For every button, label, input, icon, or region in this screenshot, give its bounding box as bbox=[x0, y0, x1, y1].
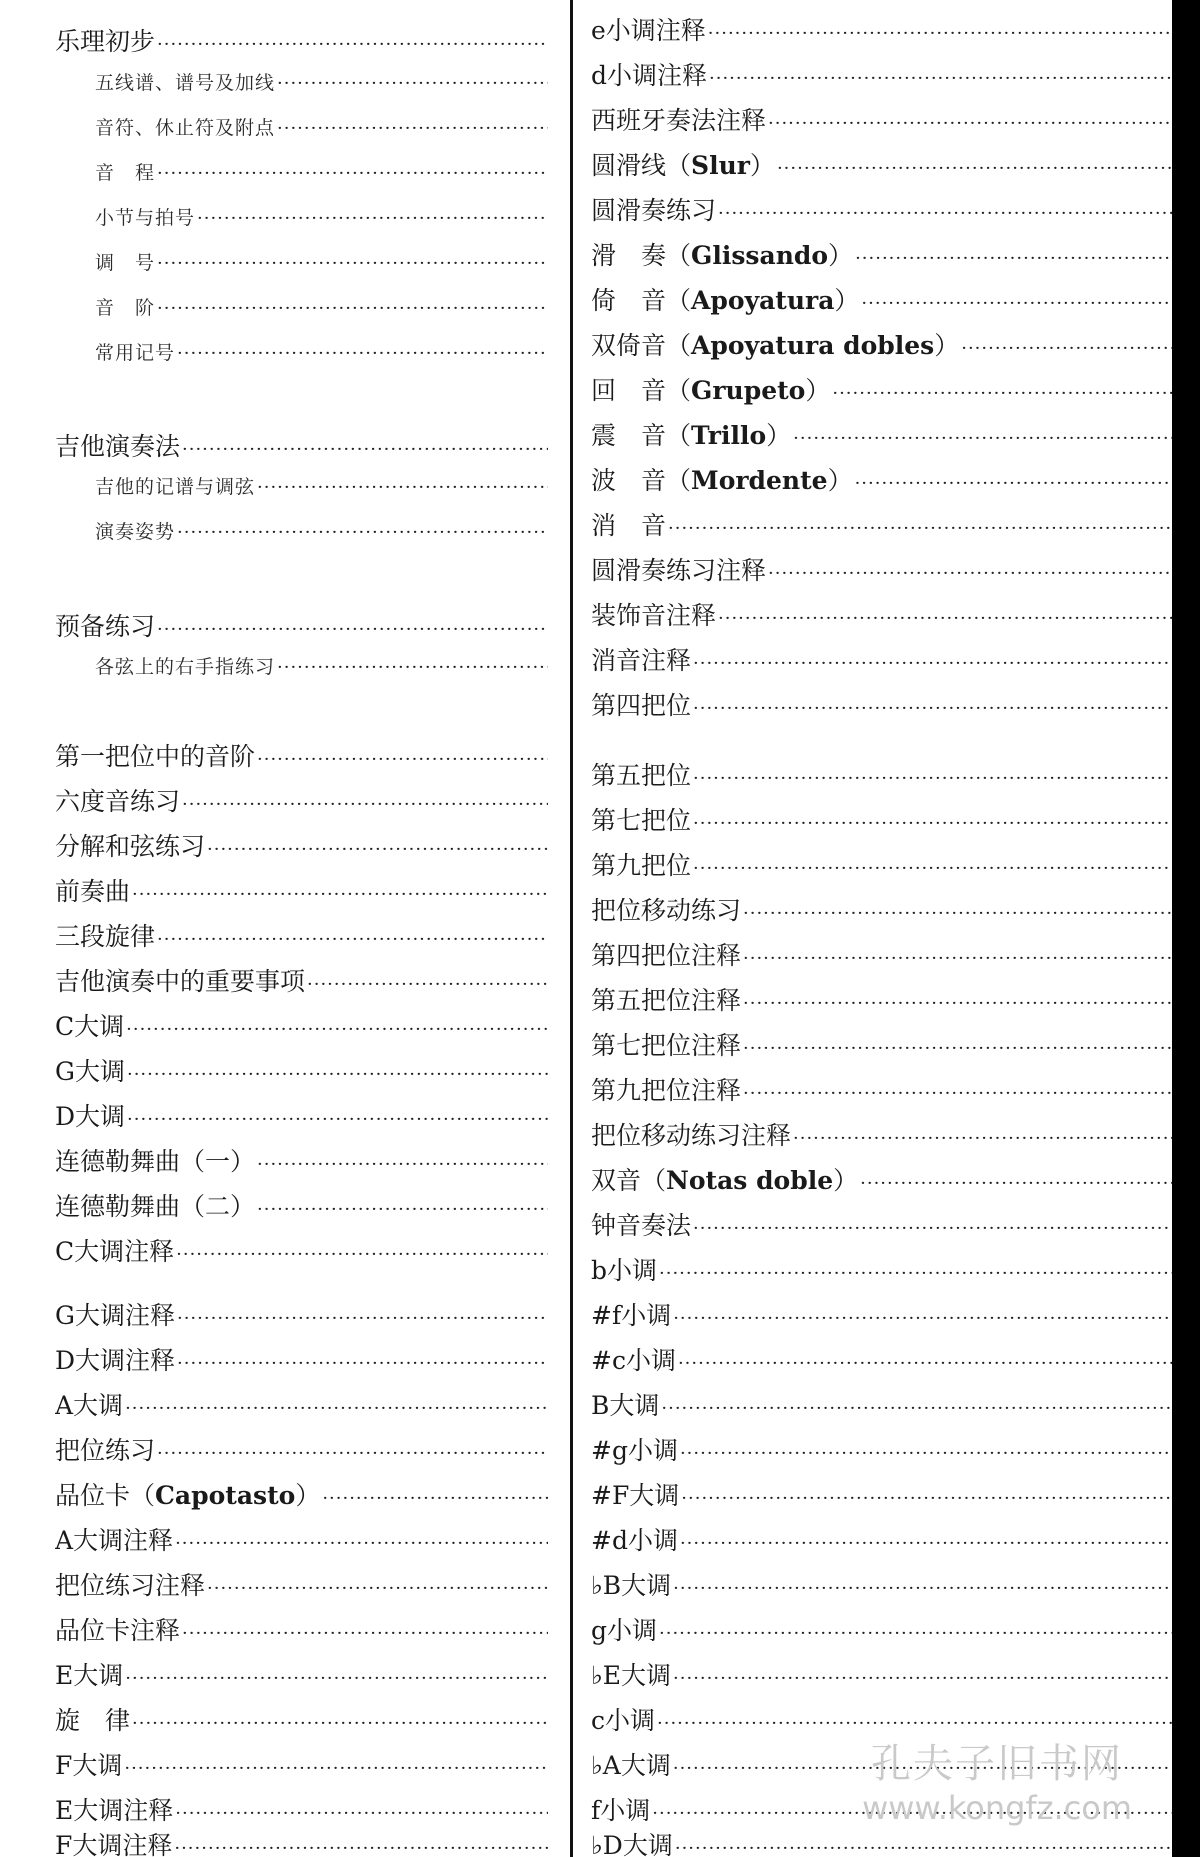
toc-entry-title: A大调 bbox=[55, 1391, 124, 1420]
toc-entry bbox=[95, 293, 548, 320]
toc-entry-term: Trillo bbox=[691, 421, 767, 450]
toc-entry-closing: ） bbox=[749, 151, 775, 180]
dot-leader bbox=[207, 1578, 548, 1599]
toc-entry bbox=[591, 461, 1172, 497]
toc-entry-title: 演奏姿势 bbox=[95, 521, 176, 543]
dot-leader bbox=[175, 1533, 548, 1554]
toc-entry-closing: ） bbox=[295, 1481, 321, 1510]
dot-leader bbox=[157, 619, 548, 640]
dot-leader bbox=[182, 794, 548, 815]
toc-entry bbox=[591, 1026, 1172, 1062]
toc-entry bbox=[55, 607, 548, 643]
dot-leader bbox=[277, 118, 548, 139]
toc-entry bbox=[591, 551, 1172, 587]
toc-entry-closing: ） bbox=[827, 466, 853, 495]
toc-entry bbox=[55, 427, 548, 463]
toc-entry-title: 双音（ bbox=[591, 1166, 667, 1195]
toc-entry bbox=[55, 22, 548, 58]
dot-leader bbox=[157, 298, 548, 319]
dot-leader bbox=[197, 208, 548, 229]
toc-entry-title: 圆滑奏练习 bbox=[591, 196, 717, 225]
toc-entry bbox=[55, 872, 548, 908]
dot-leader bbox=[157, 929, 548, 950]
toc-entry bbox=[55, 1187, 548, 1223]
toc-entry-title: F大调 bbox=[55, 1751, 123, 1780]
toc-entry bbox=[591, 1431, 1172, 1467]
toc-entry bbox=[95, 652, 548, 679]
toc-entry-term: Glissando bbox=[691, 241, 829, 270]
dot-leader bbox=[793, 1128, 1172, 1149]
toc-entry-title: 分解和弦练习 bbox=[55, 832, 206, 861]
toc-entry-closing: ） bbox=[833, 1166, 859, 1195]
dot-leader bbox=[126, 1019, 548, 1040]
toc-entry-title: E大调注释 bbox=[55, 1796, 174, 1825]
dot-leader bbox=[257, 477, 548, 498]
toc-entry bbox=[591, 641, 1172, 677]
toc-entry bbox=[55, 1746, 548, 1782]
toc-entry-title: 音符、休止符及附点 bbox=[95, 117, 276, 139]
toc-entry-title: 圆滑线（ bbox=[591, 151, 692, 180]
toc-entry bbox=[591, 281, 1172, 317]
toc-entry-title: ♭D大调 bbox=[591, 1831, 673, 1857]
toc-entry-title: #F大调 bbox=[591, 1481, 680, 1510]
dot-leader bbox=[257, 1154, 548, 1175]
toc-entry bbox=[55, 1296, 548, 1332]
toc-entry-closing: ） bbox=[828, 241, 854, 270]
toc-entry bbox=[591, 236, 1172, 272]
toc-entry-title: 三段旋律 bbox=[55, 922, 156, 951]
toc-entry-title: 把位移动练习 bbox=[591, 896, 742, 925]
dot-leader bbox=[176, 1244, 548, 1265]
toc-entry bbox=[95, 68, 548, 95]
toc-entry bbox=[591, 1566, 1172, 1602]
toc-entry bbox=[591, 1341, 1172, 1377]
toc-entry bbox=[55, 1826, 548, 1857]
dot-leader bbox=[659, 1623, 1172, 1644]
toc-entry-title: e小调注释 bbox=[591, 16, 706, 45]
toc-entry bbox=[55, 1052, 548, 1088]
dot-leader bbox=[673, 1308, 1172, 1329]
toc-entry bbox=[591, 1071, 1172, 1107]
toc-entry-title: D大调注释 bbox=[55, 1346, 176, 1375]
toc-entry-title: 音 阶 bbox=[95, 297, 156, 319]
toc-entry-title: #d小调 bbox=[591, 1526, 678, 1555]
dot-leader bbox=[174, 1838, 548, 1857]
toc-entry bbox=[591, 506, 1172, 542]
dot-leader bbox=[157, 34, 548, 55]
toc-entry bbox=[591, 801, 1172, 837]
toc-entry-title: 连德勒舞曲（二） bbox=[55, 1192, 256, 1221]
toc-entry-term: Apoyatura dobles bbox=[691, 331, 935, 360]
watermark-url: www.kongfz.com bbox=[862, 1789, 1132, 1827]
toc-entry bbox=[591, 191, 1172, 227]
toc-entry bbox=[55, 1611, 548, 1647]
toc-entry-title: c小调 bbox=[591, 1706, 656, 1735]
toc-entry bbox=[55, 1142, 548, 1178]
dot-leader bbox=[832, 383, 1172, 404]
toc-entry bbox=[55, 1007, 548, 1043]
toc-entry-title: 旋 律 bbox=[55, 1706, 131, 1735]
dot-leader bbox=[157, 163, 548, 184]
toc-entry bbox=[591, 686, 1172, 722]
toc-entry-title: B大调 bbox=[591, 1391, 660, 1420]
toc-entry bbox=[55, 1341, 548, 1377]
dot-leader bbox=[659, 1263, 1172, 1284]
toc-entry-term: Capotasto bbox=[155, 1481, 296, 1510]
toc-entry-title: 波 音（ bbox=[591, 466, 692, 495]
dot-leader bbox=[680, 1443, 1172, 1464]
toc-entry bbox=[591, 56, 1172, 92]
toc-entry-title: ♭E大调 bbox=[591, 1661, 672, 1690]
dot-leader bbox=[709, 68, 1172, 89]
toc-entry-title: 第四把位注释 bbox=[591, 941, 742, 970]
toc-entry-term: Apoyatura bbox=[691, 286, 835, 315]
dot-leader bbox=[693, 698, 1172, 719]
toc-entry-title: #c小调 bbox=[591, 1346, 676, 1375]
dot-leader bbox=[127, 1109, 548, 1130]
dot-leader bbox=[961, 338, 1172, 359]
toc-entry-title: E大调 bbox=[55, 1661, 124, 1690]
toc-entry-title: 小节与拍号 bbox=[95, 207, 196, 229]
toc-entry bbox=[95, 338, 548, 365]
dot-leader bbox=[743, 903, 1172, 924]
toc-entry-title: f小调 bbox=[591, 1796, 651, 1825]
toc-entry bbox=[55, 1476, 548, 1512]
dot-leader bbox=[157, 253, 548, 274]
dot-leader bbox=[693, 858, 1172, 879]
dot-leader bbox=[182, 1623, 548, 1644]
toc-entry-title: ♭B大调 bbox=[591, 1571, 672, 1600]
toc-entry-title: 圆滑奏练习注释 bbox=[591, 556, 767, 585]
toc-entry-title: G大调 bbox=[55, 1057, 125, 1086]
toc-entry bbox=[591, 1161, 1172, 1197]
toc-entry bbox=[591, 1611, 1172, 1647]
toc-entry-title: ♭A大调 bbox=[591, 1751, 671, 1780]
toc-entry-title: 乐理初步 bbox=[55, 27, 156, 56]
toc-entry-title: 把位移动练习注释 bbox=[591, 1121, 792, 1150]
toc-entry-title: 第九把位注释 bbox=[591, 1076, 742, 1105]
toc-entry bbox=[95, 113, 548, 140]
toc-entry-term: Slur bbox=[691, 151, 750, 180]
watermark-text: 孔夫子旧书网 bbox=[871, 1741, 1124, 1787]
toc-entry-title: 吉他演奏中的重要事项 bbox=[55, 967, 306, 996]
toc-entry-title: 品位卡（ bbox=[55, 1481, 156, 1510]
toc-entry-title: 品位卡注释 bbox=[55, 1616, 181, 1645]
toc-entry-closing: ） bbox=[834, 286, 860, 315]
toc-entry-title: 西班牙奏法注释 bbox=[591, 106, 767, 135]
toc-entry bbox=[591, 1251, 1172, 1287]
toc-entry-title: 第五把位注释 bbox=[591, 986, 742, 1015]
dot-leader bbox=[657, 1713, 1172, 1734]
toc-entry bbox=[95, 158, 548, 185]
dot-leader bbox=[793, 428, 1172, 449]
toc-entry-title: 六度音练习 bbox=[55, 787, 181, 816]
toc-entry-title: D大调 bbox=[55, 1102, 126, 1131]
toc-entry-title: 消音注释 bbox=[591, 646, 692, 675]
toc-entry-title: 各弦上的右手指练习 bbox=[95, 656, 276, 678]
toc-entry-title: 音 程 bbox=[95, 162, 156, 184]
toc-entry bbox=[591, 846, 1172, 882]
dot-leader bbox=[277, 657, 548, 678]
toc-entry-closing: ） bbox=[766, 421, 792, 450]
dot-leader bbox=[680, 1533, 1172, 1554]
toc-entry bbox=[591, 1206, 1172, 1242]
toc-entry-title: C大调注释 bbox=[55, 1237, 175, 1266]
toc-entry bbox=[95, 517, 548, 544]
dot-leader bbox=[132, 1713, 548, 1734]
toc-entry bbox=[55, 1566, 548, 1602]
toc-entry bbox=[55, 1431, 548, 1467]
dot-leader bbox=[693, 768, 1172, 789]
dot-leader bbox=[661, 1398, 1172, 1419]
toc-entry-title: 把位练习注释 bbox=[55, 1571, 206, 1600]
toc-entry bbox=[591, 1521, 1172, 1557]
toc-entry bbox=[55, 1521, 548, 1557]
toc-entry bbox=[55, 782, 548, 818]
dot-leader bbox=[743, 1083, 1172, 1104]
toc-entry bbox=[55, 962, 548, 998]
toc-entry-title: 调 号 bbox=[95, 252, 156, 274]
toc-entry bbox=[95, 472, 548, 499]
toc-entry bbox=[591, 1296, 1172, 1332]
dot-leader bbox=[718, 608, 1172, 629]
toc-entry-title: 钟音奏法 bbox=[591, 1211, 692, 1240]
toc-entry-title: #f小调 bbox=[591, 1301, 672, 1330]
dot-leader bbox=[175, 1803, 548, 1824]
dot-leader bbox=[743, 993, 1172, 1014]
toc-entry bbox=[591, 891, 1172, 927]
toc-entry bbox=[591, 416, 1172, 452]
dot-leader bbox=[855, 473, 1172, 494]
toc-entry-title: 震 音（ bbox=[591, 421, 692, 450]
toc-entry-title: d小调注释 bbox=[591, 61, 708, 90]
dot-leader bbox=[207, 839, 548, 860]
toc-entry bbox=[591, 101, 1172, 137]
toc-entry-title: F大调注释 bbox=[55, 1831, 173, 1857]
dot-leader bbox=[127, 1064, 548, 1085]
toc-entry bbox=[591, 1476, 1172, 1512]
toc-entry-title: g小调 bbox=[591, 1616, 658, 1645]
toc-entry-title: 第四把位 bbox=[591, 691, 692, 720]
dot-leader bbox=[693, 1218, 1172, 1239]
dot-leader bbox=[693, 813, 1172, 834]
dot-leader bbox=[768, 563, 1172, 584]
dot-leader bbox=[675, 1838, 1172, 1857]
toc-entry bbox=[55, 1232, 548, 1268]
toc-entry-title: b小调 bbox=[591, 1256, 658, 1285]
dot-leader bbox=[132, 884, 548, 905]
dot-leader bbox=[860, 1173, 1172, 1194]
toc-entry-title: C大调 bbox=[55, 1012, 125, 1041]
toc-entry-term: Notas doble bbox=[666, 1166, 834, 1195]
dot-leader bbox=[182, 439, 548, 460]
toc-entry bbox=[591, 1386, 1172, 1422]
toc-entry-title: 第五把位 bbox=[591, 761, 692, 790]
toc-entry-term: Mordente bbox=[691, 466, 828, 495]
dot-leader bbox=[855, 248, 1172, 269]
dot-leader bbox=[678, 1353, 1172, 1374]
toc-entry bbox=[55, 1701, 548, 1737]
column-divider bbox=[570, 0, 573, 1857]
toc-entry-closing: ） bbox=[934, 331, 960, 360]
dot-leader bbox=[708, 23, 1172, 44]
toc-entry bbox=[55, 737, 548, 773]
toc-entry bbox=[591, 11, 1172, 47]
watermark bbox=[862, 1732, 1132, 1827]
dot-leader bbox=[668, 518, 1172, 539]
toc-entry-title: 消 音 bbox=[591, 511, 667, 540]
toc-entry bbox=[55, 1656, 548, 1692]
toc-entry bbox=[591, 596, 1172, 632]
dot-leader bbox=[177, 343, 548, 364]
dot-leader bbox=[257, 1199, 548, 1220]
toc-entry bbox=[591, 981, 1172, 1017]
toc-entry bbox=[591, 1116, 1172, 1152]
toc-entry bbox=[591, 146, 1172, 182]
dot-leader bbox=[177, 1353, 548, 1374]
toc-entry-title: 吉他演奏法 bbox=[55, 432, 181, 461]
toc-entry-term: Grupeto bbox=[691, 376, 806, 405]
toc-entry-title: 预备练习 bbox=[55, 612, 156, 641]
dot-leader bbox=[693, 653, 1172, 674]
dot-leader bbox=[322, 1488, 548, 1509]
toc-entry bbox=[95, 248, 548, 275]
toc-entry-title: A大调注释 bbox=[55, 1526, 174, 1555]
dot-leader bbox=[743, 1038, 1172, 1059]
toc-entry bbox=[591, 756, 1172, 792]
toc-entry-title: 第一把位中的音阶 bbox=[55, 742, 256, 771]
toc-entry-title: 回 音（ bbox=[591, 376, 692, 405]
toc-entry-title: 前奏曲 bbox=[55, 877, 131, 906]
dot-leader bbox=[681, 1488, 1172, 1509]
dot-leader bbox=[673, 1578, 1172, 1599]
toc-entry-title: 装饰音注释 bbox=[591, 601, 717, 630]
toc-entry bbox=[55, 827, 548, 863]
toc-entry-title: 第九把位 bbox=[591, 851, 692, 880]
toc-entry-title: 五线谱、谱号及加线 bbox=[95, 72, 276, 94]
dot-leader bbox=[124, 1758, 548, 1779]
dot-leader bbox=[157, 1443, 548, 1464]
toc-entry bbox=[591, 936, 1172, 972]
toc-entry bbox=[591, 326, 1172, 362]
dot-leader bbox=[777, 158, 1172, 179]
toc-entry-title: #g小调 bbox=[591, 1436, 678, 1465]
dot-leader bbox=[277, 73, 548, 94]
dot-leader bbox=[177, 1308, 548, 1329]
toc-entry-title: 倚 音（ bbox=[591, 286, 692, 315]
dot-leader bbox=[125, 1668, 548, 1689]
dot-leader bbox=[743, 948, 1172, 969]
dot-leader bbox=[718, 203, 1172, 224]
toc-entry-closing: ） bbox=[805, 376, 831, 405]
toc-entry bbox=[55, 1386, 548, 1422]
toc-entry bbox=[95, 203, 548, 230]
toc-entry bbox=[55, 1097, 548, 1133]
dot-leader bbox=[861, 293, 1172, 314]
toc-entry-title: 常用记号 bbox=[95, 342, 176, 364]
dot-leader bbox=[177, 522, 548, 543]
toc-entry bbox=[591, 371, 1172, 407]
toc-entry-title: 第七把位 bbox=[591, 806, 692, 835]
toc-entry-title: 连德勒舞曲（一） bbox=[55, 1147, 256, 1176]
dot-leader bbox=[125, 1398, 548, 1419]
toc-entry-title: 吉他的记谱与调弦 bbox=[95, 476, 256, 498]
toc-entry bbox=[591, 1656, 1172, 1692]
toc-entry bbox=[55, 1791, 548, 1827]
toc-entry-title: 双倚音（ bbox=[591, 331, 692, 360]
dot-leader bbox=[673, 1668, 1172, 1689]
dot-leader bbox=[768, 113, 1172, 134]
toc-entry bbox=[591, 1826, 1172, 1857]
toc-entry-title: 滑 奏（ bbox=[591, 241, 692, 270]
toc-entry-title: G大调注释 bbox=[55, 1301, 175, 1330]
dot-leader bbox=[307, 974, 548, 995]
toc-entry-title: 把位练习 bbox=[55, 1436, 156, 1465]
dot-leader bbox=[257, 749, 548, 770]
toc-entry bbox=[55, 917, 548, 953]
toc-entry-title: 第七把位注释 bbox=[591, 1031, 742, 1060]
